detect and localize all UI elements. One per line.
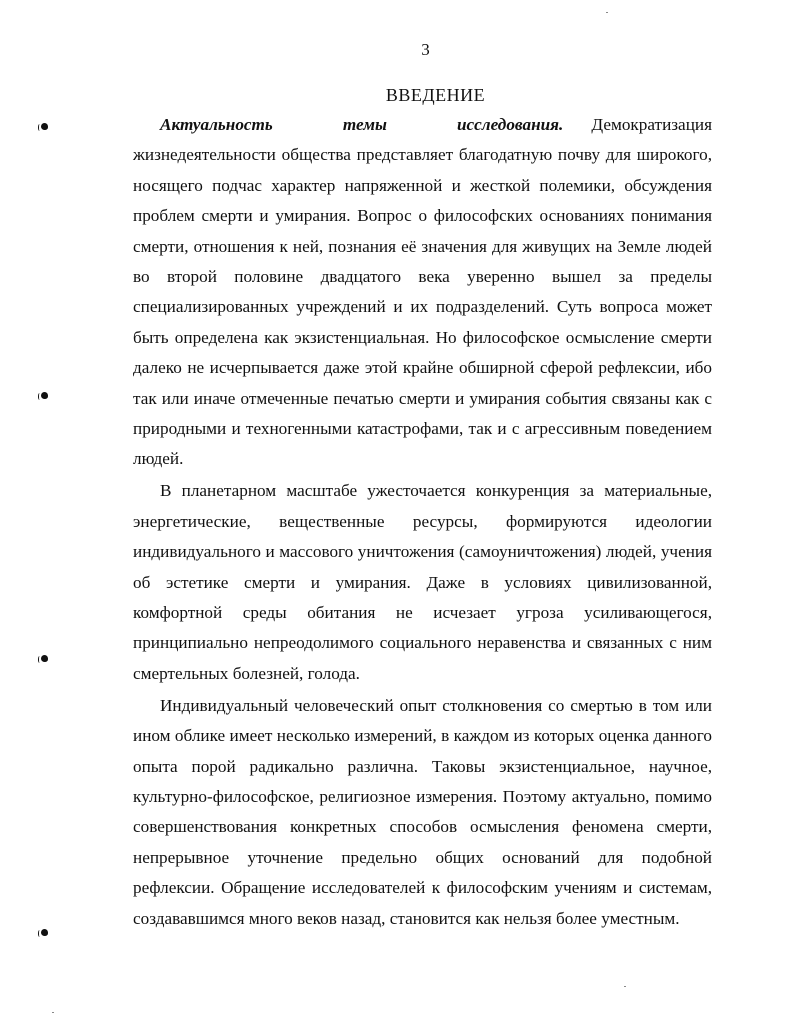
section-title: ВВЕДЕНИЕ [385,85,486,105]
binding-hole-mark-icon [38,928,50,938]
binding-hole-mark-icon [38,654,50,664]
scan-speck [52,1012,54,1013]
binding-hole-mark-icon [38,391,50,401]
page-number: 3 [421,40,430,59]
paragraph-2: В планетарном масштабе ужесточается конкуренция за материальные, энергетические, вещественные ресурсы, формируются идеологии индивидуального и массового уничтожения (самоуничтожения) людей, учения об эстетике смерти и умирания. Даже в условиях цивилизованной, комфортной среды обитания не исчезает угроза усиливающегося, принципиально непреодолимого социального неравенства и связанных с ним смертельных болезней, голода. [133,481,712,683]
paragraph-1 [133,110,712,475]
scan-speck [624,986,626,987]
paragraph-1-text: Демократизация жизнедеятельности общества представляет благодатную почву для широкого, носящего подчас характер напряженной и жесткой полемики, обсуждения проблем смерти и умирания. Вопрос о философских основаниях понимания смерти, отношения к ней, познания её значения для живущих на Земле людей во второй половине двадцатого века уверенно вышел за пределы специализированных учреждений и их подразделений. Суть вопроса может быть определена как экзистенциальная. Но философское осмысление смерти далеко не исчерпывается даже этой крайне обширной сферой рефлексии, ибо так или иначе отмеченные печатью смерти и умирания события связаны как с природными и техногенными катастрофами, так и с агрессивным поведением людей. [133,115,712,469]
binding-hole-mark-icon [38,122,50,132]
paragraph-lead-phrase: Актуальность темы исследования. [160,115,564,134]
document-body [133,110,712,934]
paragraph-3: Индивидуальный человеческий опыт столкновения со смертью в том или ином облике имеет несколько измерений, в каждом из которых оценка данного опыта порой радикально различна. Таковы экзистенциальное, научное, культурно-философское, религиозное измерения. Поэтому актуально, помимо совершенствования конкретных способов осмысления феномена смерти, непрерывное уточнение предельно общих оснований для подобной рефлексии. Обращение исследователей к философским учениям и системам, создававшимся много веков назад, становится как нельзя более уместным. [133,695,712,928]
scan-speck [606,12,608,13]
